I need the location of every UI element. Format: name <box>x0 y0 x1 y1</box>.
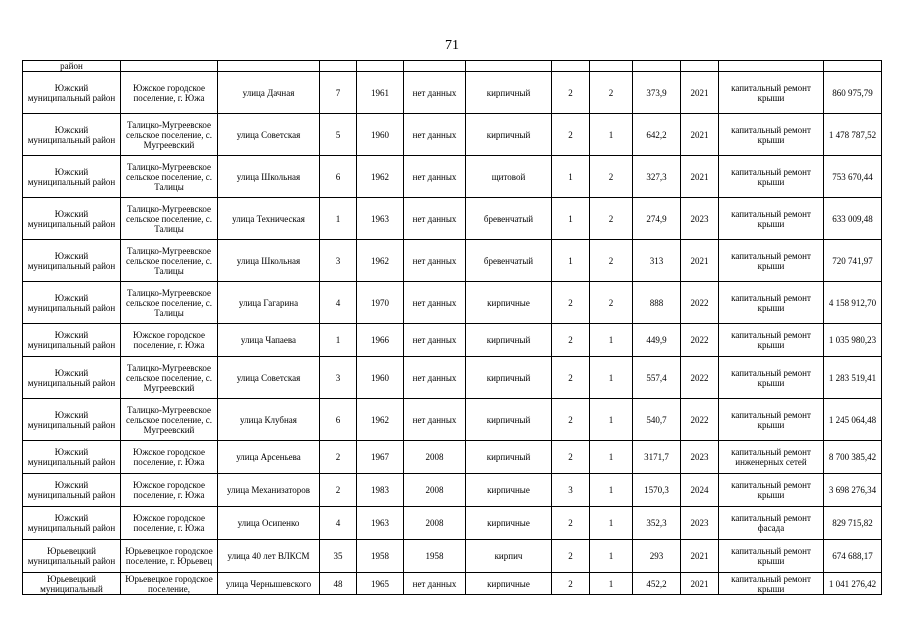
cell-wall-material: щитовой <box>466 156 552 198</box>
cell-cost: 829 715,82 <box>824 507 882 540</box>
cell-wall-material: кирпичный <box>466 399 552 441</box>
table-row <box>23 114 882 156</box>
cell-year-built: 1965 <box>357 573 404 595</box>
cell-area: 449,9 <box>633 324 681 357</box>
cell-floors: 2 <box>552 441 590 474</box>
cell-house: 4 <box>320 507 357 540</box>
cell-settlement: Талицко-Мугреевское сельское поселение, с. Мугреевский <box>121 357 218 399</box>
cell-floors: 1 <box>552 156 590 198</box>
cell-settlement: Талицко-Мугреевское сельское поселение, с. Талицы <box>121 198 218 240</box>
cell-year-built: 1961 <box>357 72 404 114</box>
cell-area: 327,3 <box>633 156 681 198</box>
cell-district: Южский муниципальный район <box>23 324 121 357</box>
cell-district: район <box>23 61 121 72</box>
cell-house: 5 <box>320 114 357 156</box>
cell-district: Южский муниципальный район <box>23 156 121 198</box>
cell-area <box>633 61 681 72</box>
cell-entrances: 2 <box>590 72 633 114</box>
cell-street: улица Советская <box>218 357 320 399</box>
cell-year-built: 1962 <box>357 156 404 198</box>
cell-year-repair: нет данных <box>404 198 466 240</box>
cell-wall-material: кирпичные <box>466 507 552 540</box>
cell-house: 6 <box>320 156 357 198</box>
cell-work-type: капитальный ремонт фасада <box>719 507 824 540</box>
cell-street: улица Осипенко <box>218 507 320 540</box>
cell-entrances: 1 <box>590 324 633 357</box>
cell-entrances <box>590 61 633 72</box>
cell-entrances: 1 <box>590 399 633 441</box>
cell-cost: 860 975,79 <box>824 72 882 114</box>
cell-work-type: капитальный ремонт крыши <box>719 399 824 441</box>
cell-street: улица Чапаева <box>218 324 320 357</box>
cell-street: улица Дачная <box>218 72 320 114</box>
cell-year-built: 1962 <box>357 399 404 441</box>
cell-year-repair: нет данных <box>404 240 466 282</box>
cell-district: Южский муниципальный район <box>23 240 121 282</box>
cell-area: 452,2 <box>633 573 681 595</box>
cell-work-type: капитальный ремонт крыши <box>719 156 824 198</box>
cell-entrances: 2 <box>590 282 633 324</box>
cell-street: улица Школьная <box>218 156 320 198</box>
cell-year-built: 1963 <box>357 198 404 240</box>
cell-settlement: Южское городское поселение, г. Южа <box>121 474 218 507</box>
cell-plan-year: 2021 <box>681 540 719 573</box>
cell-house: 35 <box>320 540 357 573</box>
cell-entrances: 2 <box>590 198 633 240</box>
table-row <box>23 198 882 240</box>
cell-year-repair: нет данных <box>404 72 466 114</box>
cell-settlement: Талицко-Мугреевское сельское поселение, с. Талицы <box>121 240 218 282</box>
table-row <box>23 573 882 595</box>
cell-entrances: 1 <box>590 474 633 507</box>
cell-entrances: 2 <box>590 240 633 282</box>
cell-floors: 1 <box>552 198 590 240</box>
cell-settlement: Юрьевецкое городское поселение, г. Юрьевец <box>121 540 218 573</box>
cell-settlement: Талицко-Мугреевское сельское поселение, с. Талицы <box>121 282 218 324</box>
cell-plan-year: 2023 <box>681 507 719 540</box>
cell-district: Южский муниципальный район <box>23 282 121 324</box>
cell-district: Южский муниципальный район <box>23 198 121 240</box>
cell-street: улица Чернышевского <box>218 573 320 595</box>
cell-street: улица Клубная <box>218 399 320 441</box>
cell-settlement: Юрьевецкое городское поселение, <box>121 573 218 595</box>
cell-plan-year <box>681 61 719 72</box>
table-row <box>23 441 882 474</box>
cell-entrances: 1 <box>590 441 633 474</box>
cell-street: улица Арсеньева <box>218 441 320 474</box>
cell-work-type: капитальный ремонт крыши <box>719 240 824 282</box>
cell-year-built: 1960 <box>357 114 404 156</box>
cell-floors: 2 <box>552 114 590 156</box>
cell-district: Южский муниципальный район <box>23 114 121 156</box>
cell-cost: 3 698 276,34 <box>824 474 882 507</box>
cell-plan-year: 2022 <box>681 399 719 441</box>
cell-cost: 753 670,44 <box>824 156 882 198</box>
cell-work-type: капитальный ремонт крыши <box>719 72 824 114</box>
cell-floors: 2 <box>552 282 590 324</box>
cell-cost: 1 478 787,52 <box>824 114 882 156</box>
housing-repair-table <box>22 60 882 595</box>
cell-house: 6 <box>320 399 357 441</box>
cell-wall-material: кирпичный <box>466 357 552 399</box>
cell-entrances: 2 <box>590 156 633 198</box>
table-row <box>23 240 882 282</box>
cell-street: улица Советская <box>218 114 320 156</box>
cell-year-repair: нет данных <box>404 282 466 324</box>
cell-entrances: 1 <box>590 573 633 595</box>
cell-cost <box>824 61 882 72</box>
cell-year-repair: 1958 <box>404 540 466 573</box>
cell-area: 540,7 <box>633 399 681 441</box>
cell-year-built: 1970 <box>357 282 404 324</box>
cell-entrances: 1 <box>590 507 633 540</box>
cell-wall-material: кирпичные <box>466 573 552 595</box>
cell-cost: 674 688,17 <box>824 540 882 573</box>
cell-wall-material: кирпичный <box>466 441 552 474</box>
cell-wall-material: кирпичные <box>466 282 552 324</box>
cell-area: 293 <box>633 540 681 573</box>
cell-street: улица Школьная <box>218 240 320 282</box>
cell-year-built <box>357 61 404 72</box>
cell-house: 48 <box>320 573 357 595</box>
cell-work-type: капитальный ремонт инженерных сетей <box>719 441 824 474</box>
cell-plan-year: 2023 <box>681 441 719 474</box>
cell-house: 4 <box>320 282 357 324</box>
cell-year-repair: нет данных <box>404 399 466 441</box>
cell-year-built: 1962 <box>357 240 404 282</box>
cell-plan-year: 2021 <box>681 72 719 114</box>
table-row <box>23 156 882 198</box>
cell-street: улица Механизаторов <box>218 474 320 507</box>
cell-house: 2 <box>320 474 357 507</box>
cell-floors: 2 <box>552 507 590 540</box>
cell-district: Южский муниципальный район <box>23 507 121 540</box>
cell-area: 274,9 <box>633 198 681 240</box>
cell-year-built: 1967 <box>357 441 404 474</box>
cell-house: 3 <box>320 240 357 282</box>
cell-floors: 2 <box>552 324 590 357</box>
cell-plan-year: 2021 <box>681 240 719 282</box>
cell-year-built: 1966 <box>357 324 404 357</box>
cell-area: 557,4 <box>633 357 681 399</box>
cell-wall-material: кирпичный <box>466 324 552 357</box>
cell-district: Южский муниципальный район <box>23 474 121 507</box>
cell-house: 2 <box>320 441 357 474</box>
cell-wall-material <box>466 61 552 72</box>
cell-plan-year: 2023 <box>681 198 719 240</box>
table-row <box>23 282 882 324</box>
cell-wall-material: кирпичные <box>466 474 552 507</box>
cell-year-repair: 2008 <box>404 441 466 474</box>
cell-year-built: 1963 <box>357 507 404 540</box>
cell-plan-year: 2024 <box>681 474 719 507</box>
cell-cost: 720 741,97 <box>824 240 882 282</box>
cell-wall-material: бревенчатый <box>466 240 552 282</box>
cell-cost: 1 041 276,42 <box>824 573 882 595</box>
cell-house: 7 <box>320 72 357 114</box>
cell-plan-year: 2021 <box>681 114 719 156</box>
cell-house: 1 <box>320 324 357 357</box>
cell-year-repair: нет данных <box>404 324 466 357</box>
cell-year-repair: нет данных <box>404 156 466 198</box>
cell-area: 352,3 <box>633 507 681 540</box>
cell-cost: 4 158 912,70 <box>824 282 882 324</box>
cell-floors: 3 <box>552 474 590 507</box>
cell-year-built: 1983 <box>357 474 404 507</box>
table-row <box>23 357 882 399</box>
cell-year-repair: 2008 <box>404 507 466 540</box>
cell-area: 888 <box>633 282 681 324</box>
cell-year-repair: нет данных <box>404 114 466 156</box>
page-number: 71 <box>445 38 459 53</box>
cell-wall-material: кирпич <box>466 540 552 573</box>
cell-year-repair <box>404 61 466 72</box>
cell-wall-material: кирпичный <box>466 114 552 156</box>
table-row <box>23 399 882 441</box>
cell-district: Южский муниципальный район <box>23 357 121 399</box>
cell-cost: 1 245 064,48 <box>824 399 882 441</box>
cell-year-built: 1960 <box>357 357 404 399</box>
table-row-continuation <box>23 61 882 72</box>
cell-cost: 1 283 519,41 <box>824 357 882 399</box>
table-row <box>23 474 882 507</box>
cell-wall-material: бревенчатый <box>466 198 552 240</box>
cell-area: 1570,3 <box>633 474 681 507</box>
cell-entrances: 1 <box>590 357 633 399</box>
cell-street: улица 40 лет ВЛКСМ <box>218 540 320 573</box>
cell-settlement: Южское городское поселение, г. Южа <box>121 507 218 540</box>
cell-house: 1 <box>320 198 357 240</box>
table-row <box>23 507 882 540</box>
table-row <box>23 540 882 573</box>
cell-plan-year: 2022 <box>681 324 719 357</box>
cell-year-repair: 2008 <box>404 474 466 507</box>
cell-floors <box>552 61 590 72</box>
cell-settlement: Талицко-Мугреевское сельское поселение, с. Мугреевский <box>121 399 218 441</box>
cell-settlement: Талицко-Мугреевское сельское поселение, с. Талицы <box>121 156 218 198</box>
cell-street: улица Техническая <box>218 198 320 240</box>
cell-street: улица Гагарина <box>218 282 320 324</box>
cell-district: Южский муниципальный район <box>23 441 121 474</box>
cell-plan-year: 2021 <box>681 156 719 198</box>
cell-district: Южский муниципальный район <box>23 72 121 114</box>
table-row <box>23 72 882 114</box>
cell-floors: 2 <box>552 72 590 114</box>
cell-cost: 1 035 980,23 <box>824 324 882 357</box>
cell-settlement: Южское городское поселение, г. Южа <box>121 72 218 114</box>
cell-area: 642,2 <box>633 114 681 156</box>
cell-work-type: капитальный ремонт крыши <box>719 540 824 573</box>
cell-plan-year: 2022 <box>681 282 719 324</box>
cell-work-type: капитальный ремонт крыши <box>719 282 824 324</box>
cell-floors: 2 <box>552 540 590 573</box>
cell-settlement: Южское городское поселение, г. Южа <box>121 441 218 474</box>
cell-settlement <box>121 61 218 72</box>
cell-wall-material: кирпичный <box>466 72 552 114</box>
cell-year-built: 1958 <box>357 540 404 573</box>
cell-work-type: капитальный ремонт крыши <box>719 357 824 399</box>
cell-work-type: капитальный ремонт крыши <box>719 114 824 156</box>
cell-work-type: капитальный ремонт крыши <box>719 198 824 240</box>
cell-plan-year: 2021 <box>681 573 719 595</box>
cell-entrances: 1 <box>590 114 633 156</box>
cell-floors: 1 <box>552 240 590 282</box>
cell-entrances: 1 <box>590 540 633 573</box>
cell-year-repair: нет данных <box>404 573 466 595</box>
cell-house <box>320 61 357 72</box>
cell-district: Юрьевецкий муниципальный район <box>23 540 121 573</box>
cell-settlement: Талицко-Мугреевское сельское поселение, с. Мугреевский <box>121 114 218 156</box>
cell-area: 313 <box>633 240 681 282</box>
cell-district: Южский муниципальный район <box>23 399 121 441</box>
cell-street <box>218 61 320 72</box>
cell-year-repair: нет данных <box>404 357 466 399</box>
cell-floors: 2 <box>552 573 590 595</box>
cell-settlement: Южское городское поселение, г. Южа <box>121 324 218 357</box>
cell-work-type: капитальный ремонт крыши <box>719 474 824 507</box>
cell-district: Юрьевецкий муниципальный <box>23 573 121 595</box>
cell-plan-year: 2022 <box>681 357 719 399</box>
cell-work-type: капитальный ремонт крыши <box>719 324 824 357</box>
table-row <box>23 324 882 357</box>
cell-work-type: капитальный ремонт крыши <box>719 573 824 595</box>
cell-cost: 633 009,48 <box>824 198 882 240</box>
cell-area: 373,9 <box>633 72 681 114</box>
cell-cost: 8 700 385,42 <box>824 441 882 474</box>
cell-floors: 2 <box>552 357 590 399</box>
cell-work-type <box>719 61 824 72</box>
cell-floors: 2 <box>552 399 590 441</box>
cell-house: 3 <box>320 357 357 399</box>
cell-area: 3171,7 <box>633 441 681 474</box>
